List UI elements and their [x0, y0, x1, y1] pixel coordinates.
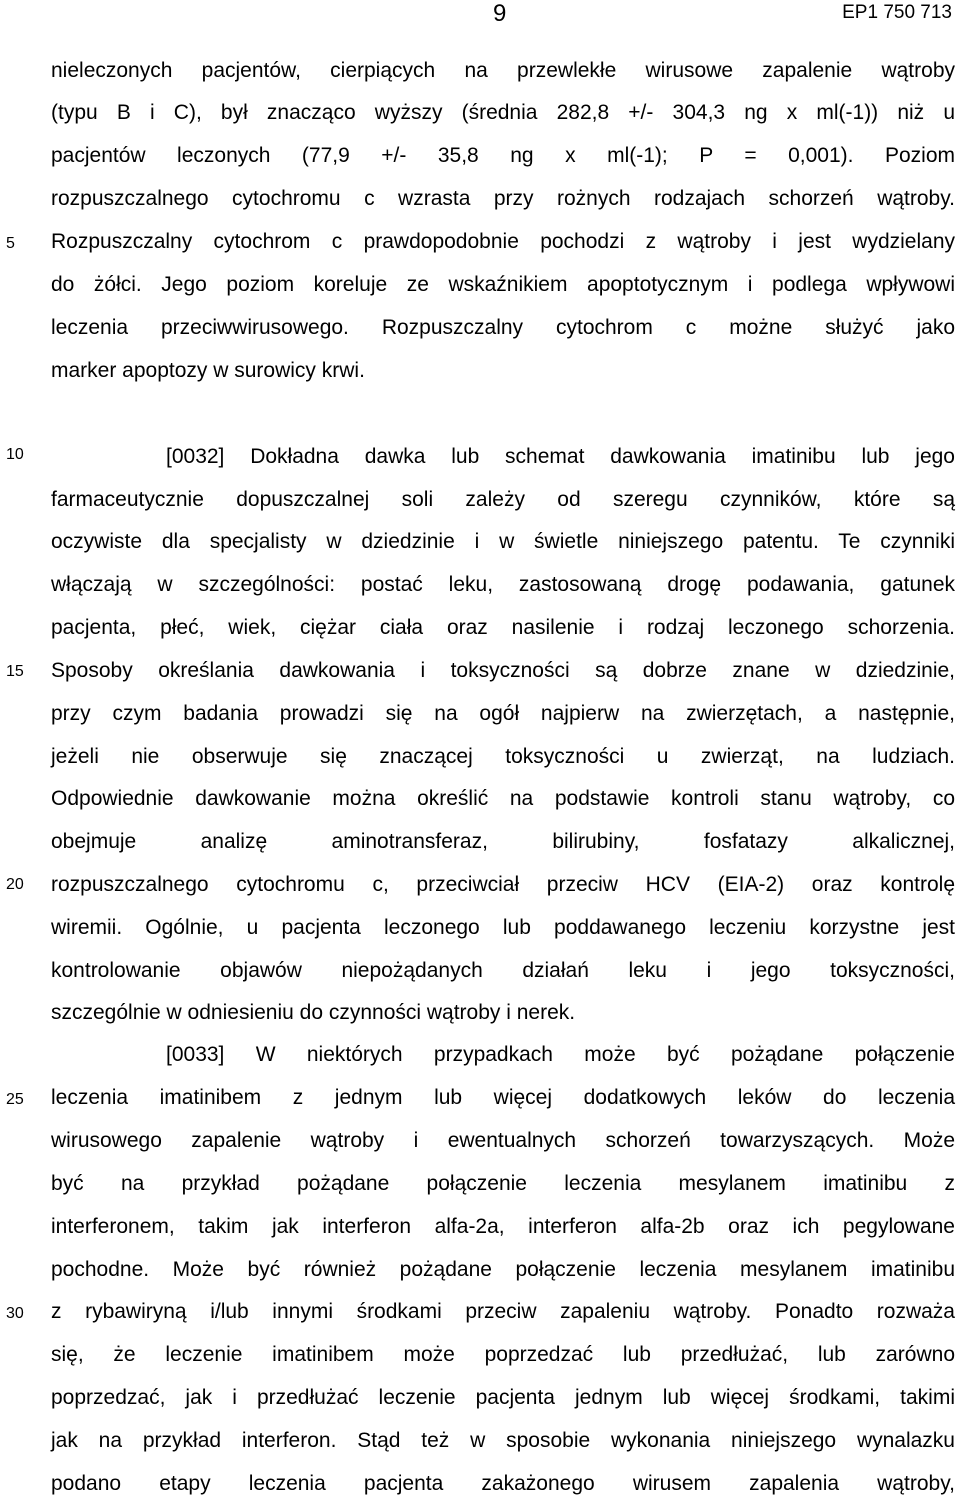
text-line: Rozpuszczalny cytochrom c prawdopodobnie pochodzi z wątroby i jest wydzielany	[51, 230, 955, 253]
text-line: wirusowego zapalenie wątroby i ewentualnych schorzeń towarzyszących. Może	[51, 1129, 955, 1152]
text-line: pacjentów leczonych (77,9 +/- 35,8 ng x ml(-1); P = 0,001). Poziom	[51, 144, 955, 167]
line-number: 15	[6, 663, 24, 680]
text-line: leczenia przeciwwirusowego. Rozpuszczalny cytochrom c możne służyć jako	[51, 316, 955, 339]
text-line: poprzedzać, jak i przedłużać leczenie pacjenta jednym lub więcej środkami, takimi	[51, 1386, 955, 1409]
text-line: podano etapy leczenia pacjenta zakażonego wirusem zapalenia wątroby,	[51, 1472, 955, 1495]
text-line: farmaceutycznie dopuszczalnej soli zależy od szeregu czynników, które są	[51, 488, 955, 511]
text-line: do żółci. Jego poziom koreluje ze wskaźnikiem apoptotycznym i podlega wpływowi	[51, 273, 955, 296]
line-number: 5	[6, 235, 15, 252]
page-number: 9	[493, 0, 507, 27]
text-line: pochodne. Może być również pożądane połączenie leczenia mesylanem imatinibu	[51, 1258, 955, 1281]
text-line: [0032] Dokładna dawka lub schemat dawkowania imatinibu lub jego	[166, 445, 955, 468]
text-line: przy czym badania prowadzi się na ogół najpierw na zwierzętach, a następnie,	[51, 702, 955, 725]
text-line: marker apoptozy w surowicy krwi.	[51, 359, 365, 382]
text-line: rozpuszczalnego cytochromu c, przeciwciał przeciw HCV (EIA-2) oraz kontrolę	[51, 873, 955, 896]
text-line: włączają w szczególności: postać leku, zastosowaną drogę podawania, gatunek	[51, 573, 955, 596]
text-line: szczególnie w odniesieniu do czynności wątroby i nerek.	[51, 1001, 576, 1024]
text-line: obejmuje analizę aminotransferaz, bilirubiny, fosfatazy alkalicznej,	[51, 830, 955, 853]
publication-number: EP1 750 713	[842, 2, 952, 23]
text-line: Sposoby określania dawkowania i toksyczności są dobrze znane w dziedzinie,	[51, 659, 955, 682]
text-line: z rybawiryną i/lub innymi środkami przeciw zapaleniu wątroby. Ponadto rozważa	[51, 1300, 955, 1323]
line-number: 20	[6, 876, 24, 893]
text-line: (typu B i C), był znacząco wyższy (średnia 282,8 +/- 304,3 ng x ml(-1)) niż u	[51, 101, 955, 124]
text-line: leczenia imatinibem z jednym lub więcej dodatkowych leków do leczenia	[51, 1086, 955, 1109]
text-line: jeżeli nie obserwuje się znaczącej toksyczności u zwierząt, na ludziach.	[51, 745, 955, 768]
text-line: [0033] W niektórych przypadkach może być pożądane połączenie	[166, 1043, 955, 1066]
text-line: być na przykład pożądane połączenie leczenia mesylanem imatinibu z	[51, 1172, 955, 1195]
text-line: interferonem, takim jak interferon alfa-2a, interferon alfa-2b oraz ich pegylowane	[51, 1215, 955, 1238]
text-line: się, że leczenie imatinibem może poprzedzać lub przedłużać, lub zarówno	[51, 1343, 955, 1366]
text-line: wiremii. Ogólnie, u pacjenta leczonego lub poddawanego leczeniu korzystne jest	[51, 916, 955, 939]
text-line: oczywiste dla specjalisty w dziedzinie i w świetle niniejszego patentu. Te czynniki	[51, 530, 955, 553]
text-line: nieleczonych pacjentów, cierpiących na przewlekłe wirusowe zapalenie wątroby	[51, 59, 955, 82]
text-line: pacjenta, płeć, wiek, ciężar ciała oraz nasilenie i rodzaj leczonego schorzenia.	[51, 616, 955, 639]
text-line: rozpuszczalnego cytochromu c wzrasta przy rożnych rodzajach schorzeń wątroby.	[51, 187, 955, 210]
text-line: kontrolowanie objawów niepożądanych działań leku i jego toksyczności,	[51, 959, 955, 982]
line-number: 30	[6, 1305, 24, 1322]
text-line: Odpowiednie dawkowanie można określić na podstawie kontroli stanu wątroby, co	[51, 787, 955, 810]
line-number: 25	[6, 1091, 24, 1108]
line-number: 10	[6, 446, 24, 463]
text-line: jak na przykład interferon. Stąd też w sposobie wykonania niniejszego wynalazku	[51, 1429, 955, 1452]
